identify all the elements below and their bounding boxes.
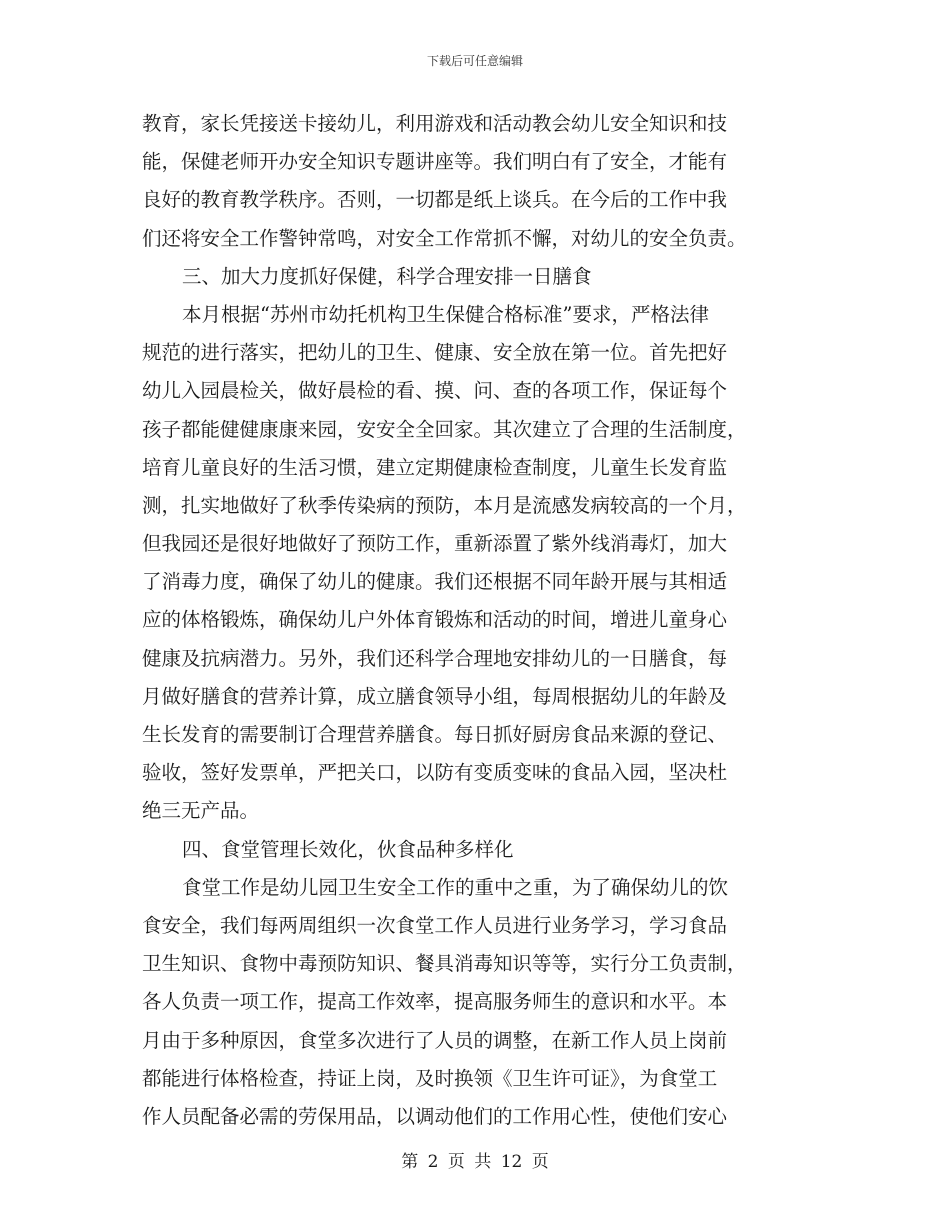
paragraph-start-line: 三、加大力度抓好保健，科学合理安排一日膳食 (182, 264, 592, 288)
text-line: 健康及抗病潜力。另外，我们还科学合理地安排幼儿的一日膳食，每 (142, 646, 728, 670)
text-line: 良好的教育教学秩序。否则，一切都是纸上谈兵。在今后的工作中我 (142, 188, 728, 212)
page-header: 下载后可任意编辑 (426, 54, 523, 68)
text-line: 们还将安全工作警钟常鸣，对安全工作常抓不懈，对幼儿的安全负责。 (142, 226, 747, 250)
text-line: 教育，家长凭接送卡接幼儿，利用游戏和活动教会幼儿安全知识和技 (142, 112, 728, 135)
text-line: 孩子都能健健康康来园，安安全全回家。其次建立了合理的生活制度， (142, 417, 747, 441)
text-line: 月由于多种原因，食堂多次进行了人员的调整，在新工作人员上岗前 (142, 1028, 728, 1052)
text-line: 绝三无产品。 (142, 799, 260, 823)
text-line: 生长发育的需要制订合理营养膳食。每日抓好厨房食品来源的登记、 (142, 723, 728, 746)
text-line: 作人员配备必需的劳保用品，以调动他们的工作用心性，使他们安心 (142, 1104, 728, 1128)
document-body (142, 105, 812, 1136)
text-line: 培育儿童良好的生活习惯，建立定期健康检查制度，儿童生长发育监 (142, 455, 728, 479)
text-line: 幼儿入园晨检关，做好晨检的看、摸、问、查的各项工作，保证每个 (142, 379, 728, 403)
text-line: 但我园还是很好地做好了预防工作，重新添置了紫外线消毒灯，加大 (142, 532, 728, 556)
paragraph-start-line: 本月根据“苏州市幼托机构卫生保健合格标准”要求，严格法律 (182, 302, 709, 326)
text-line: 卫生知识、食物中毒预防知识、餐具消毒知识等等，实行分工负责制， (142, 952, 747, 976)
text-line: 都能进行体格检查，持证上岗，及时换领《卫生许可证》，为食堂工 (142, 1066, 718, 1090)
text-line: 测，扎实地做好了秋季传染病的预防，本月是流感发病较高的一个月， (142, 493, 747, 517)
text-line: 月做好膳食的营养计算，成立膳食领导小组，每周根据幼儿的年龄及 (142, 684, 728, 708)
text-line: 食安全，我们每两周组织一次食堂工作人员进行业务学习，学习食品 (142, 913, 728, 937)
text-line: 能，保健老师开办安全知识专题讲座等。我们明白有了安全，才能有 (142, 150, 728, 174)
text-line: 了消毒力度，确保了幼儿的健康。我们还根据不同年龄开展与其相适 (142, 570, 728, 594)
paragraph-start-line: 食堂工作是幼儿园卫生安全工作的重中之重，为了确保幼儿的饮 (182, 875, 729, 899)
paragraph-start-line: 四、食堂管理长效化，伙食品种多样化 (182, 837, 514, 861)
text-line: 验收，签好发票单，严把关口，以防有变质变味的食品入园，坚决杜 (142, 761, 728, 785)
text-line: 各人负责一项工作，提高工作效率，提高服务师生的意识和水平。本 (142, 990, 728, 1014)
text-line: 应的体格锻炼，确保幼儿户外体育锻炼和活动的时间，增进儿童身心 (142, 608, 728, 632)
page-number: 第 2 页 共 12 页 (401, 1152, 549, 1172)
text-line: 规范的进行落实，把幼儿的卫生、健康、安全放在第一位。首先把好 (142, 341, 728, 365)
